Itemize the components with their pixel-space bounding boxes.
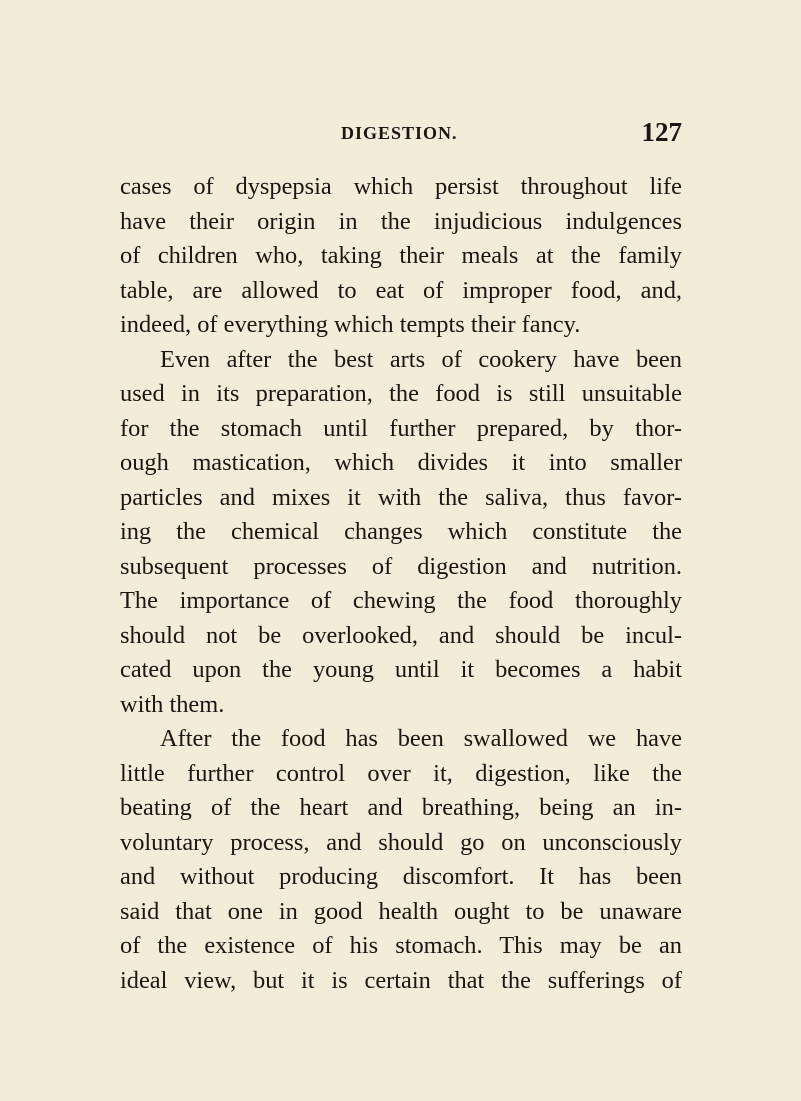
text-line: table, are allowed to eat of improper food, and, (120, 276, 682, 304)
text-line: indeed, of everything which tempts their fancy. (120, 311, 581, 338)
text-line: for the stomach until further prepared, by thor- (120, 414, 682, 442)
text-line: with them. (120, 690, 225, 718)
text-line: cated upon the young until it becomes a habit (120, 656, 682, 683)
text-line: beating of the heart and breathing, being an in- (120, 794, 682, 821)
text-line: subsequent processes of digestion and nutrition. (120, 552, 682, 580)
text-line: and without producing discomfort. It has been (120, 863, 682, 890)
body-text (120, 170, 682, 998)
text-line: ough mastication, which divides it into smaller (120, 449, 682, 476)
text-line: cases of dyspepsia which persist throughout life (120, 173, 682, 200)
text-line: used in its preparation, the food is still unsuitable (120, 380, 682, 407)
text-line: particles and mixes it with the saliva, thus favor- (120, 483, 682, 511)
text-line: The importance of chewing the food thoroughly (120, 587, 682, 614)
text-line: have their origin in the injudicious indulgences (120, 207, 682, 235)
text-line: Even after the best arts of cookery have been (160, 345, 682, 373)
running-head (120, 119, 682, 151)
text-line: voluntary process, and should go on unconsciously (120, 828, 682, 856)
text-line: should not be overlooked, and should be incul- (120, 621, 682, 649)
text-line: little further control over it, digestion, like the (120, 759, 682, 787)
page-number: 127 (641, 117, 682, 147)
text-line: ing the chemical changes which constitute the (120, 518, 682, 545)
running-title: DIGESTION. (341, 123, 458, 143)
text-line: ideal view, but it is certain that the sufferings of (120, 966, 682, 994)
text-line: said that one in good health ought to be unaware (120, 897, 682, 925)
text-line: of the existence of his stomach. This may be an (120, 932, 682, 959)
text-line: After the food has been swallowed we have (160, 725, 682, 752)
text-line: of children who, taking their meals at the family (120, 242, 682, 269)
